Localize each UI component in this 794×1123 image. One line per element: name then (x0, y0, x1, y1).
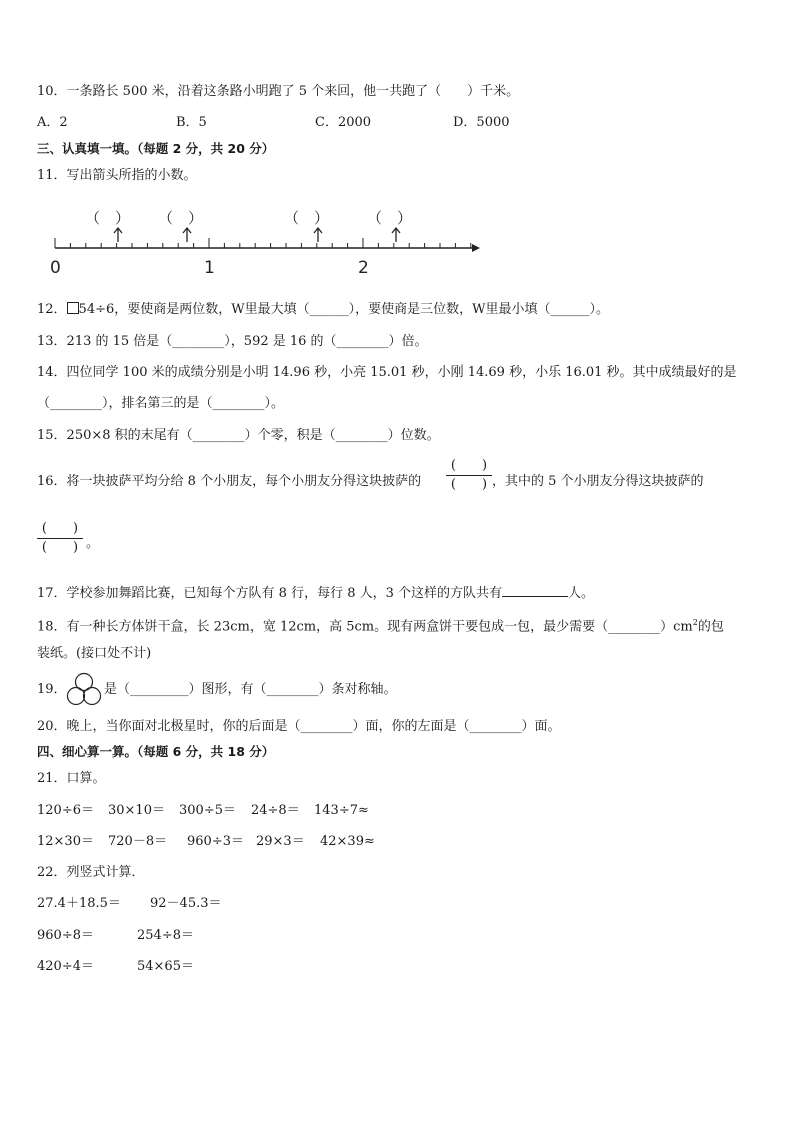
q11-text: 11．写出箭头所指的小数。 (37, 168, 197, 183)
axis-arrowhead-icon (472, 244, 480, 252)
q12-number: 12． (37, 302, 67, 317)
q22-item: 27.4＋18.5＝ (37, 896, 121, 911)
axis-label-0: 0 (50, 258, 61, 278)
section-3-title: 三、认真填一填。（每题 2 分，共 20 分） (37, 141, 275, 156)
q12-line (37, 301, 609, 319)
fraction-1-numerator: ( ) (450, 458, 488, 473)
arrow-4-paren: （ ） (367, 209, 413, 227)
q21-item: 300÷5＝ (179, 803, 236, 818)
fraction-2-denominator: ( ) (41, 540, 79, 555)
q22-item: 254÷8＝ (137, 928, 194, 943)
q22-item: 420÷4＝ (37, 959, 94, 974)
arrow-1-paren: （ ） (85, 209, 131, 227)
q18-line1-end: 的包 (697, 619, 724, 635)
q12-body: 54÷6，要使商是两位数，W里最大填（______），要使商是三位数，W里最小填（______）。 (78, 302, 609, 317)
q14-line1: 14．四位同学 100 米的成绩分别是小明 14.96 秒，小亮 15.01 秒，小刚 14.69 秒，小乐 16.01 秒。其中成绩最好的是 (37, 365, 737, 380)
q20-text: 20．晚上，当你面对北极星时，你的后面是（________）面，你的左面是（________）面。 (37, 719, 561, 734)
square-box-icon (67, 302, 79, 314)
q21-item: 960÷3＝ (187, 834, 244, 849)
q22-item: 92－45.3＝ (150, 896, 222, 911)
q21-item: 42×39≈ (320, 834, 375, 849)
q10-option-c[interactable]: C．2000 (315, 115, 372, 130)
q21-item: 24÷8＝ (251, 803, 300, 818)
q22-text: 22．列竖式计算． (37, 865, 145, 880)
q16-part2: ，其中的 5 个小朋友分得这块披萨的 (492, 474, 704, 489)
q21-item: 12×30＝ (37, 834, 94, 849)
axis-label-2: 2 (358, 258, 369, 278)
q16-fraction-2 (37, 521, 83, 556)
q10-option-b[interactable]: B．5 (176, 115, 207, 130)
q18-sup: 2 (692, 618, 698, 627)
q21-item: 720－8＝ (108, 834, 168, 849)
q16-part1: 16．将一块披萨平均分给 8 个小朋友，每个小朋友分得这块披萨的 (37, 474, 422, 489)
q17-line (37, 583, 594, 603)
q10-option-d[interactable]: D．5000 (453, 115, 510, 130)
q17-answer-blank[interactable] (502, 583, 568, 597)
q21-item: 29×3＝ (256, 834, 305, 849)
q21-item: 120÷6＝ (37, 803, 94, 818)
q18-text: 18．有一种长方体饼干盒，长 23cm，宽 12cm，高 5cm。现有两盒饼干要包成一包，最少需要（________）cm (37, 619, 693, 635)
q18-line2: 装纸。(接口处不计) (37, 646, 152, 661)
q17-end: 人。 (568, 586, 595, 601)
section-4-title: 四、细心算一算。（每题 6 分，共 18 分） (37, 744, 275, 759)
q13-text: 13．213 的 15 倍是（________），592 是 16 的（________）倍。 (37, 334, 428, 349)
q21-item: 143÷7≈ (314, 803, 369, 818)
number-line-diagram (40, 200, 490, 280)
arrow-2-paren: （ ） (158, 209, 204, 227)
q19-line (37, 681, 67, 699)
q16-end: 。 (86, 536, 100, 551)
q19-text: 是（_________）图形，有（________）条对称轴。 (104, 682, 397, 697)
q21-text: 21．口算。 (37, 771, 106, 786)
q14-line2: （________），排名第三的是（________）。 (37, 396, 285, 411)
arrow-3-paren: （ ） (284, 209, 330, 227)
q17-text: 17．学校参加舞蹈比赛，已知每个方队有 8 行，每行 8 人，3 个这样的方队共有 (37, 586, 503, 601)
q18-line1 (37, 614, 724, 636)
three-circles-icon (66, 672, 102, 708)
fraction-2-numerator: ( ) (41, 521, 79, 536)
fraction-1-denominator: ( ) (450, 477, 488, 492)
q22-item: 960÷8＝ (37, 928, 94, 943)
q15-text: 15．250×8 积的末尾有（________）个零，积是（________）位数。 (37, 428, 440, 443)
q22-item: 54×65＝ (137, 959, 194, 974)
axis-label-1: 1 (204, 258, 215, 278)
q21-item: 30×10＝ (108, 803, 165, 818)
q10-option-a[interactable]: A．2 (37, 115, 68, 130)
q19-number: 19． (37, 682, 67, 697)
q16-fraction-1 (446, 458, 492, 493)
q10-text: 10．一条路长 500 米，沿着这条路小明跑了 5 个来回，他一共跑了（ ）千米。 (37, 84, 520, 99)
